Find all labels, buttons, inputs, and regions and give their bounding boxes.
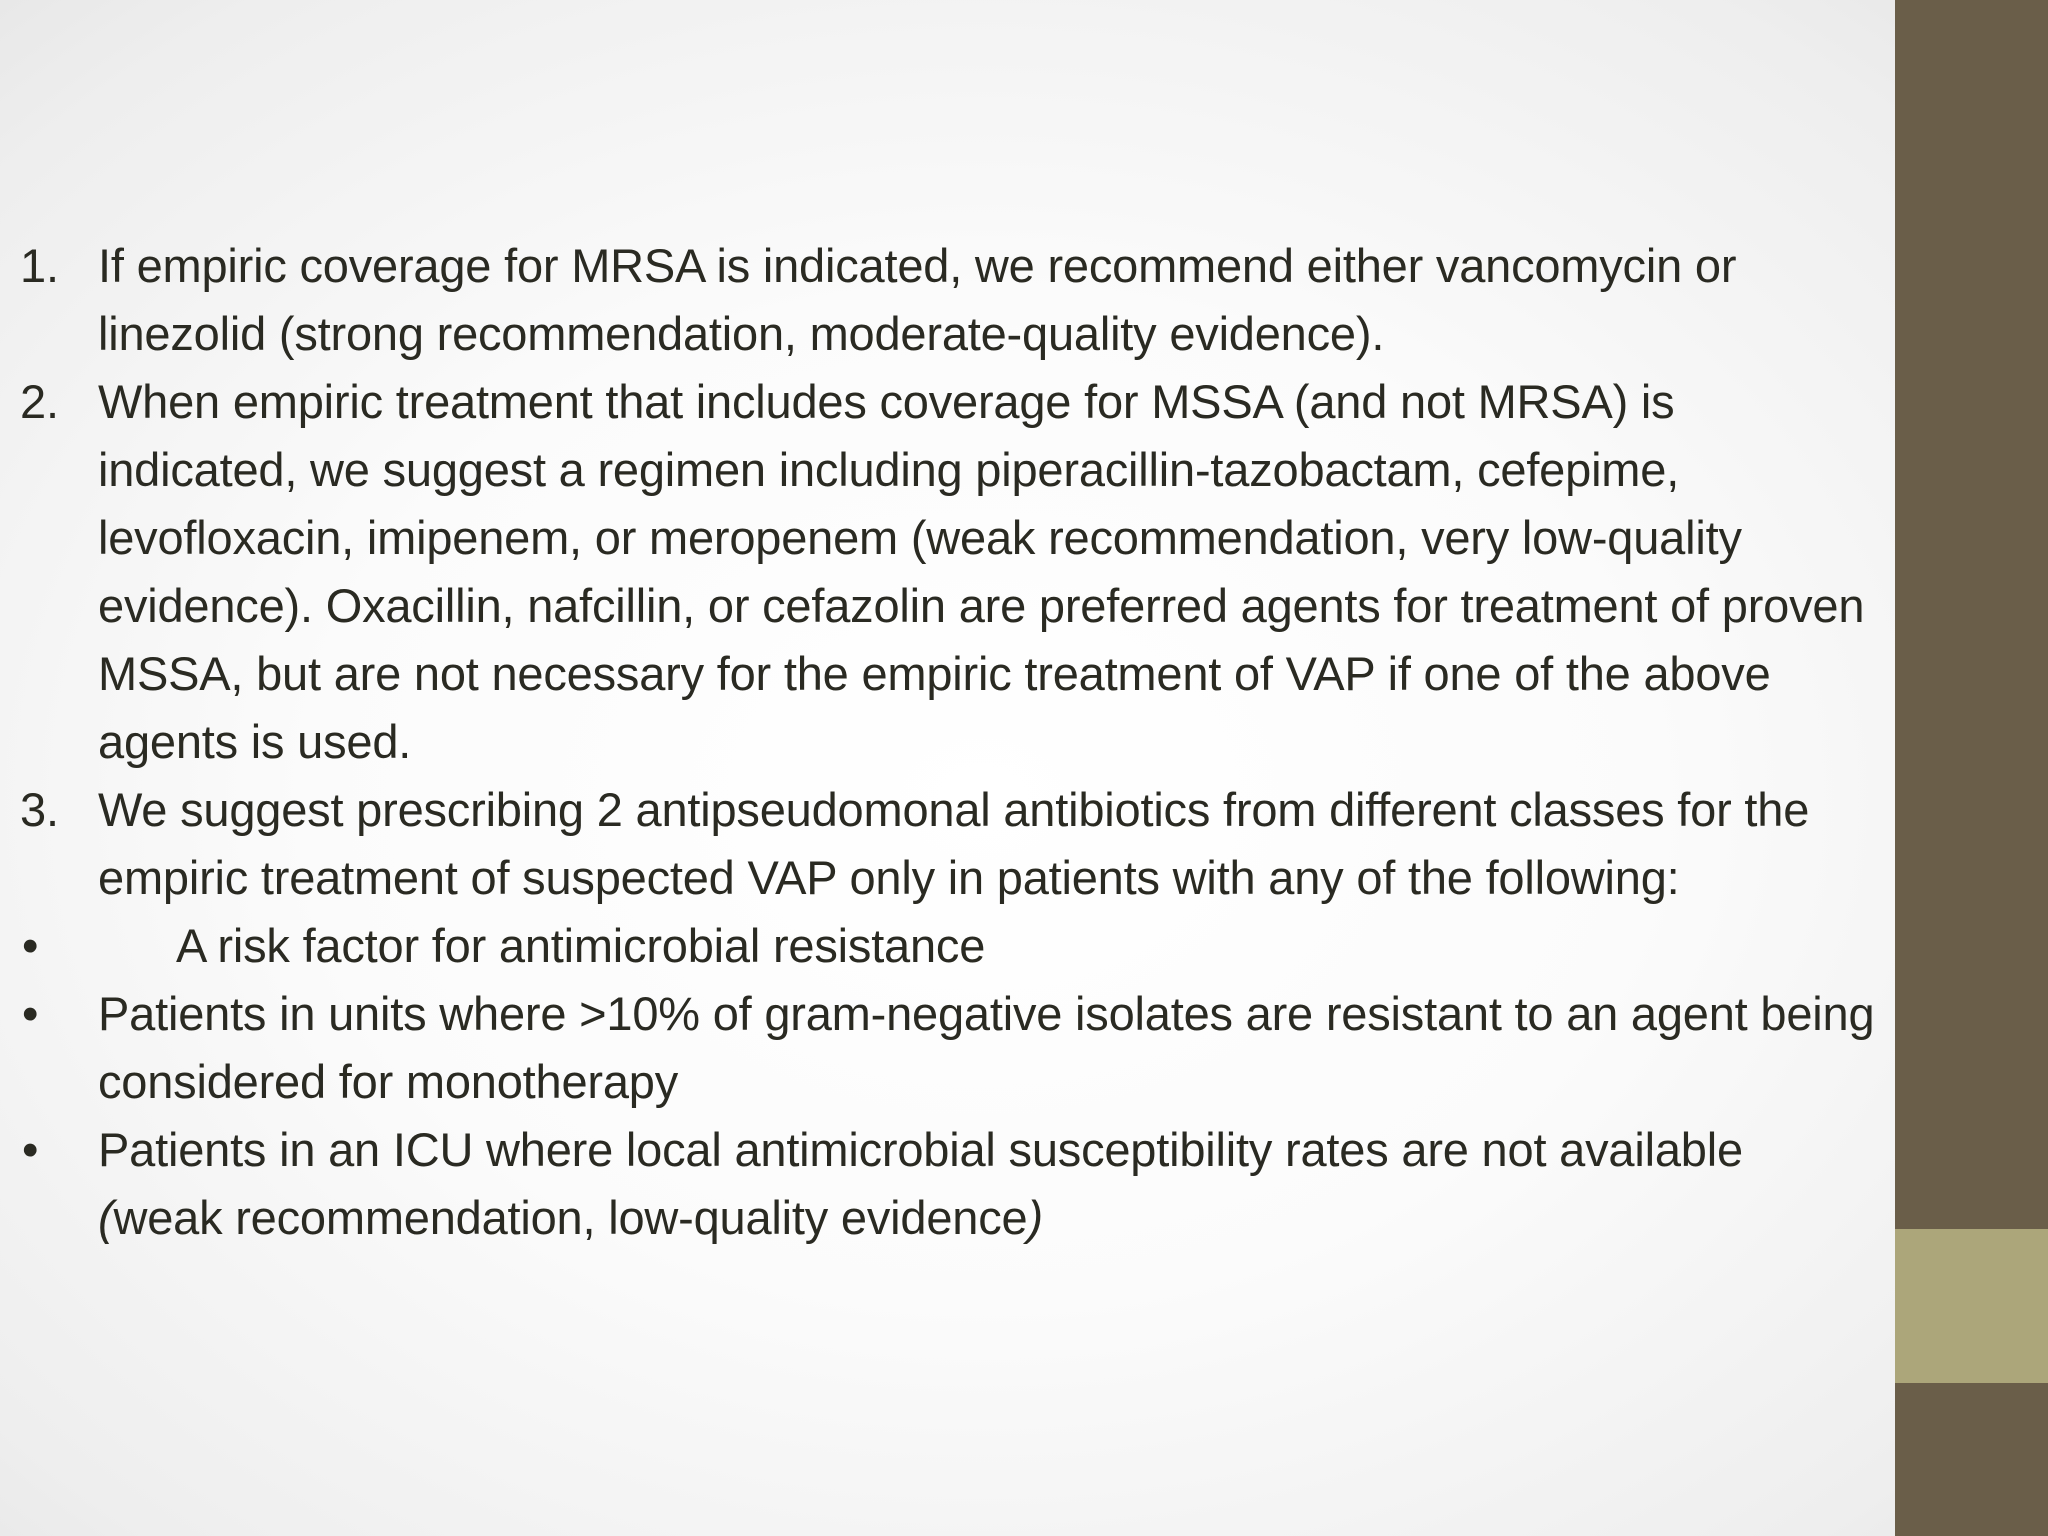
list-item-text: We suggest prescribing 2 antipseudomonal antibiotics from different classes for the empiric treatment of suspected VAP only in patients with any of the following: bbox=[98, 783, 1810, 904]
bullet-item-text: Patients in units where >10% of gram-negative isolates are resistant to an agent being considered for monotherapy bbox=[98, 987, 1875, 1108]
bullet-marker: • bbox=[22, 987, 39, 1040]
list-item-number: 3. bbox=[20, 783, 59, 836]
evidence-paren-open: ( bbox=[98, 1191, 114, 1244]
list-item bbox=[20, 368, 1880, 776]
bullet-marker: • bbox=[22, 919, 39, 972]
list-item-number: 1. bbox=[20, 239, 59, 292]
bullet-item bbox=[20, 1116, 1880, 1252]
sidebar-band-accent bbox=[1895, 1229, 2048, 1383]
list-item-text: If empiric coverage for MRSA is indicated, we recommend either vancomycin or linezolid (strong recommendation, moderate-quality evidence). bbox=[98, 239, 1737, 360]
bullet-item-text: Patients in an ICU where local antimicrobial susceptibility rates are not available bbox=[98, 1123, 1743, 1176]
sidebar-band-bottom bbox=[1895, 1383, 2048, 1536]
bullet-item bbox=[20, 912, 1880, 980]
evidence-rating: weak recommendation, low-quality evidence bbox=[113, 1191, 1028, 1244]
bullet-marker: • bbox=[22, 1123, 39, 1176]
list-item-text: When empiric treatment that includes coverage for MSSA (and not MRSA) is indicated, we suggest a regimen including piperacillin-tazobactam, cefepime, levofloxacin, imipenem, or meropenem (weak recommendation, very low-quality evidence). Oxacillin, nafcillin, or cefazolin are preferred agents for treatment of proven MSSA, but are not necessary for the empiric treatment of VAP if one of the above agents is used. bbox=[98, 375, 1865, 768]
sidebar-decoration bbox=[1895, 0, 2048, 1536]
slide-body bbox=[20, 232, 1880, 1252]
list-item bbox=[20, 776, 1880, 912]
bullet-item bbox=[20, 980, 1880, 1116]
bullet-item-text: A risk factor for antimicrobial resistance bbox=[176, 919, 986, 972]
sidebar-band-top bbox=[1895, 0, 2048, 1229]
list-item bbox=[20, 232, 1880, 368]
list-item-number: 2. bbox=[20, 375, 59, 428]
evidence-paren-close: ) bbox=[1027, 1191, 1043, 1244]
